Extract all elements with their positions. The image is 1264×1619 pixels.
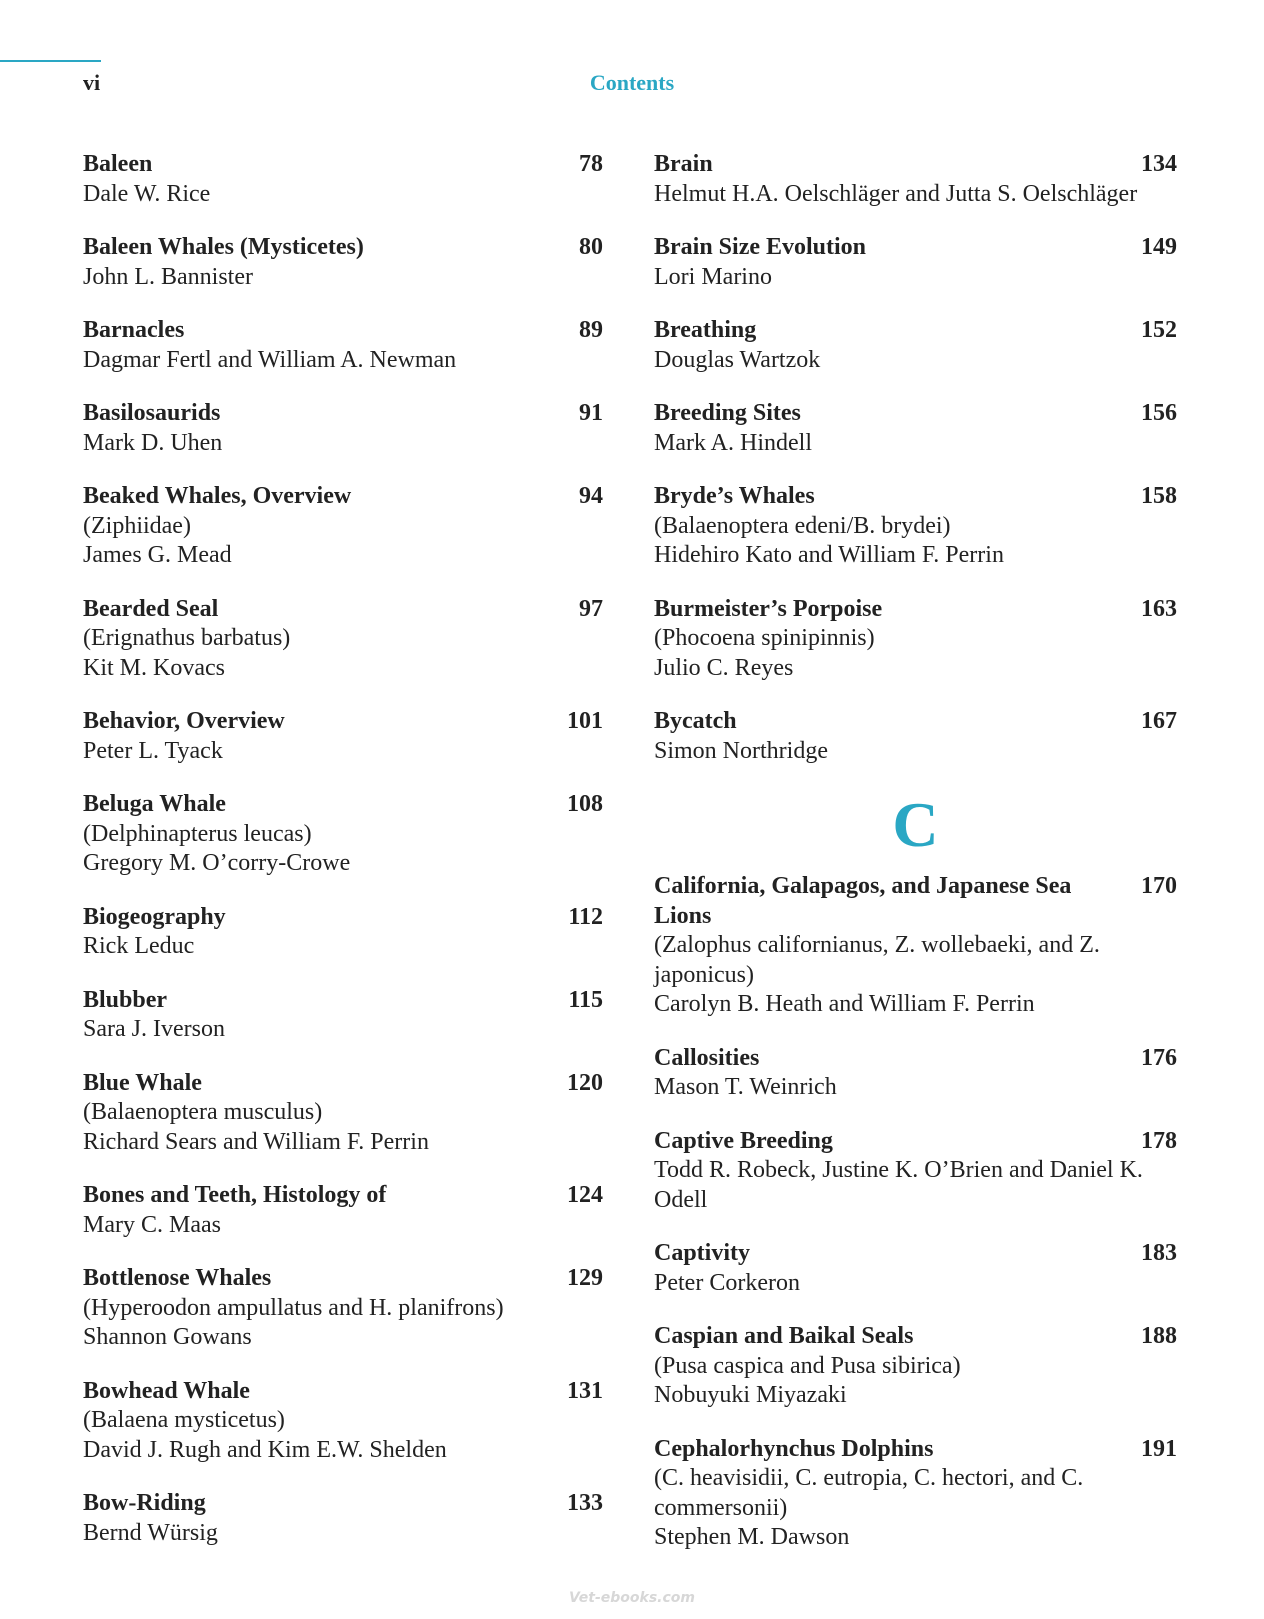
entry-title: Caspian and Baikal Seals <box>654 1323 914 1349</box>
toc-entry[interactable] <box>83 150 603 209</box>
entry-title: Burmeister’s Porpoise <box>654 595 883 622</box>
toc-entry[interactable] <box>83 1264 603 1353</box>
entry-title: Callosities <box>654 1044 760 1071</box>
entry-title: Blubber <box>83 986 168 1013</box>
toc-entry[interactable] <box>654 482 1177 571</box>
entry-page-number: 152 <box>1141 317 1177 343</box>
toc-entry[interactable] <box>654 150 1177 209</box>
entry-page-number: 78 <box>579 151 603 177</box>
entry-page-number: 191 <box>1141 1435 1177 1462</box>
entry-title: Brain <box>654 151 713 177</box>
entry-author: Dale W. Rice <box>83 180 211 207</box>
entry-scientific-name: (Balaenoptera edeni/B. brydei) <box>654 512 951 539</box>
entry-page-number: 129 <box>567 1265 603 1291</box>
entry-author: Julio C. Reyes <box>654 654 794 681</box>
entry-scientific-name: (Phocoena spinipinnis) <box>654 625 875 651</box>
entry-author: Helmut H.A. Oelschläger and Jutta S. Oelschläger <box>654 180 1138 207</box>
entry-author: John L. Bannister <box>83 263 253 290</box>
entry-title: Bottlenose Whales <box>83 1265 272 1291</box>
entry-page-number: 133 <box>567 1490 603 1516</box>
entry-author: Sara J. Iverson <box>83 1016 225 1042</box>
entry-page-number: 80 <box>579 234 603 260</box>
entry-scientific-name: (Balaenoptera musculus) <box>83 1099 323 1125</box>
toc-entry[interactable] <box>654 316 1177 375</box>
entry-author: Todd R. Robeck, Justine K. O’Brien and Daniel K. Odell <box>654 1157 1143 1213</box>
entry-title: Baleen Whales (Mysticetes) <box>83 234 364 260</box>
entry-title: Brain Size Evolution <box>654 234 867 260</box>
header-rule <box>0 60 101 62</box>
toc-entry[interactable] <box>83 233 603 292</box>
entry-author: Richard Sears and William F. Perrin <box>83 1128 429 1155</box>
entry-title: Breeding Sites <box>654 400 801 426</box>
entry-page-number: 149 <box>1141 234 1177 260</box>
entry-author: Mark A. Hindell <box>654 429 812 456</box>
entry-title: Biogeography <box>83 903 226 930</box>
toc-group-b <box>654 150 1177 766</box>
entry-author: Dagmar Fertl and William A. Newman <box>83 346 457 373</box>
entry-title: Basilosaurids <box>83 400 221 426</box>
entry-author: Hidehiro Kato and William F. Perrin <box>654 542 1004 568</box>
entry-page-number: 91 <box>579 400 603 426</box>
entry-page-number: 167 <box>1141 708 1177 734</box>
entry-scientific-name: (Erignathus barbatus) <box>83 625 291 651</box>
entry-title: Beaked Whales, Overview <box>83 483 352 509</box>
entry-author: Mark D. Uhen <box>83 429 223 456</box>
toc-entry[interactable] <box>83 1377 603 1466</box>
entry-author: Bernd Würsig <box>83 1519 218 1546</box>
entry-page-number: 108 <box>567 791 603 817</box>
toc-entry[interactable] <box>83 482 603 571</box>
toc-entry[interactable] <box>83 1069 603 1158</box>
entry-author: Gregory M. O’corry-Crowe <box>83 850 351 876</box>
toc-column-right <box>654 150 1177 1577</box>
toc-entry[interactable] <box>83 595 603 684</box>
entry-scientific-name: (C. heavisidii, C. eutropia, C. hectori, and C. commersonii) <box>654 1465 1084 1521</box>
entry-title: Breathing <box>654 317 757 343</box>
entry-title: Bow-Riding <box>83 1490 206 1516</box>
entry-scientific-name: (Hyperoodon ampullatus and H. planifrons) <box>83 1294 504 1321</box>
entry-title: Captive Breeding <box>654 1127 833 1154</box>
entry-page-number: 101 <box>567 708 603 734</box>
entry-title: Baleen <box>83 151 153 177</box>
toc-entry[interactable] <box>654 1127 1177 1216</box>
entry-scientific-name: (Balaena mysticetus) <box>83 1407 285 1433</box>
entry-page-number: 188 <box>1141 1323 1177 1349</box>
entry-author: David J. Rugh and Kim E.W. Shelden <box>83 1436 447 1463</box>
entry-page-number: 120 <box>567 1069 603 1096</box>
entry-page-number: 178 <box>1141 1127 1177 1154</box>
toc-column-left <box>83 150 603 1572</box>
entry-title: Bearded Seal <box>83 595 219 622</box>
toc-entry[interactable] <box>654 1322 1177 1411</box>
entry-author: Shannon Gowans <box>83 1324 252 1350</box>
entry-author: Carolyn B. Heath and William F. Perrin <box>654 991 1035 1017</box>
entry-title: Barnacles <box>83 317 185 343</box>
entry-title: Bycatch <box>654 708 737 734</box>
entry-author: Douglas Wartzok <box>654 346 821 373</box>
toc-entry[interactable] <box>83 1489 603 1548</box>
entry-title: Bowhead Whale <box>83 1377 250 1404</box>
toc-entry[interactable] <box>654 1435 1177 1553</box>
entry-title: Blue Whale <box>83 1069 202 1096</box>
entry-author: Nobuyuki Miyazaki <box>654 1382 847 1408</box>
entry-page-number: 158 <box>1141 483 1177 509</box>
toc-entry[interactable] <box>83 399 603 458</box>
entry-page-number: 170 <box>1141 873 1177 899</box>
toc-entry[interactable] <box>654 707 1177 766</box>
entry-page-number: 134 <box>1141 151 1177 177</box>
entry-title: California, Galapagos, and Japanese Sea Lions <box>654 873 1072 929</box>
entry-author: Mason T. Weinrich <box>654 1074 837 1100</box>
entry-page-number: 89 <box>579 317 603 343</box>
entry-author: Peter L. Tyack <box>83 737 223 764</box>
entry-page-number: 97 <box>579 595 603 622</box>
entry-page-number: 124 <box>567 1182 603 1208</box>
toc-entry[interactable] <box>83 903 603 962</box>
entry-page-number: 131 <box>567 1377 603 1404</box>
entry-author: Peter Corkeron <box>654 1269 800 1296</box>
entry-page-number: 112 <box>568 903 603 930</box>
entry-page-number: 183 <box>1141 1240 1177 1266</box>
entry-author: Mary C. Maas <box>83 1211 221 1238</box>
entry-title: Cephalorhynchus Dolphins <box>654 1435 934 1462</box>
entry-title: Beluga Whale <box>83 791 226 817</box>
toc-entry[interactable] <box>83 986 603 1045</box>
toc-entry[interactable] <box>83 316 603 375</box>
section-letter: C <box>892 789 939 860</box>
entry-title: Captivity <box>654 1240 750 1266</box>
entry-title: Behavior, Overview <box>83 708 285 734</box>
toc-entry[interactable] <box>654 1239 1177 1298</box>
toc-entry[interactable] <box>83 1181 603 1240</box>
entry-title: Bones and Teeth, Histology of <box>83 1182 387 1208</box>
page-number: vi <box>83 70 101 95</box>
toc-entry[interactable] <box>654 233 1177 292</box>
toc-group-c <box>654 872 1177 1553</box>
entry-author: Simon Northridge <box>654 737 828 764</box>
entry-scientific-name: (Ziphiidae) <box>83 512 191 539</box>
entry-author: Kit M. Kovacs <box>83 654 225 681</box>
entry-author: Stephen M. Dawson <box>654 1524 850 1550</box>
entry-title: Bryde’s Whales <box>654 483 815 509</box>
entry-scientific-name: (Pusa caspica and Pusa sibirica) <box>654 1352 961 1379</box>
entry-page-number: 94 <box>579 483 603 509</box>
entry-scientific-name: (Delphinapterus leucas) <box>83 820 312 847</box>
toc-entry[interactable] <box>654 399 1177 458</box>
running-head: Contents <box>589 70 675 95</box>
entry-page-number: 176 <box>1141 1044 1177 1071</box>
entry-scientific-name: (Zalophus californianus, Z. wollebaeki, and Z. japonicus) <box>654 932 1100 988</box>
toc-entry[interactable] <box>654 1044 1177 1103</box>
entry-author: Rick Leduc <box>83 933 195 959</box>
entry-page-number: 156 <box>1141 400 1177 426</box>
toc-entry[interactable] <box>654 872 1177 1020</box>
entry-author: Lori Marino <box>654 263 772 290</box>
entry-author: James G. Mead <box>83 542 232 568</box>
toc-entry[interactable] <box>83 790 603 879</box>
toc-entry[interactable] <box>83 707 603 766</box>
entry-page-number: 115 <box>568 986 603 1013</box>
toc-entry[interactable] <box>654 595 1177 684</box>
entry-page-number: 163 <box>1141 595 1177 622</box>
watermark: Vet-ebooks.com <box>568 1590 696 1606</box>
